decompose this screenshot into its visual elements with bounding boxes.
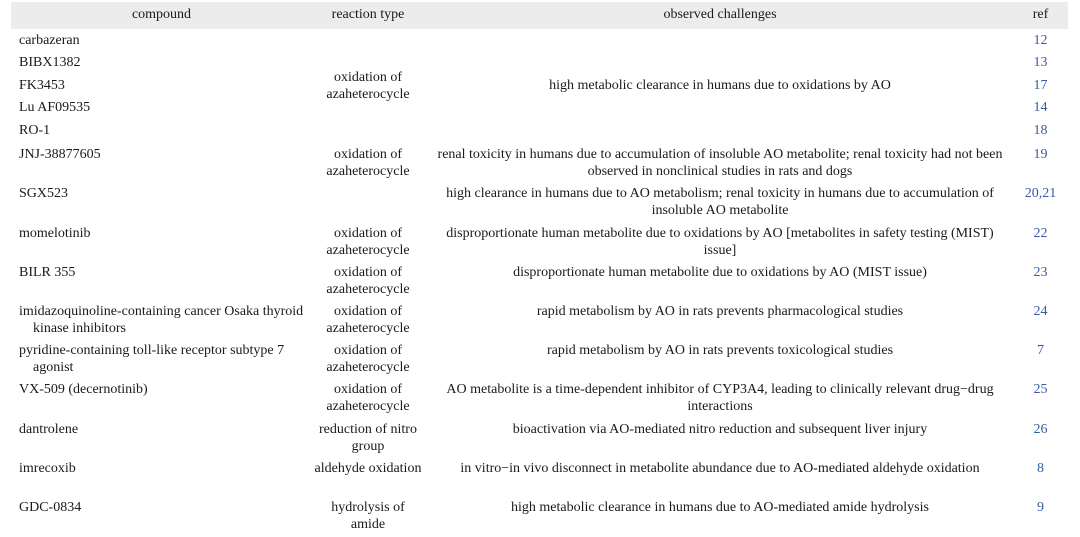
compound-text: pyridine-containing toll-like receptor subtype 7 agonist (19, 343, 285, 375)
compound-cell: Lu AF09535 (19, 100, 91, 115)
table-row (11, 32, 1068, 54)
compound-cell: imrecoxib (19, 461, 76, 476)
compound-cell: SGX523 (19, 186, 69, 201)
compound-cell (19, 303, 304, 337)
compound-cell: BIBX1382 (19, 55, 81, 70)
ref-link[interactable]: 7 (1037, 343, 1044, 358)
table-header (11, 2, 1068, 29)
compound-cell: RO-1 (19, 123, 51, 138)
compound-cell: BILR 355 (19, 265, 76, 280)
ref-link[interactable]: 22 (1033, 226, 1048, 241)
compound-text: imidazoquinoline-containing cancer Osaka thyroid kinase inhibitors (19, 304, 304, 336)
ref-link[interactable]: 18 (1033, 123, 1048, 138)
ref-link[interactable]: 26 (1033, 422, 1048, 437)
table-row (11, 381, 1068, 417)
challenge-cell-merged: high metabolic clearance in humans due to oxidations by AO (549, 78, 891, 93)
table-row (11, 54, 1068, 76)
reaction-type-cell: oxidation of azaheterocycle (326, 343, 410, 375)
challenge-cell: disproportionate human metabolite due to oxidations by AO [metabolites in safety testing (MIST) issue] (446, 226, 994, 258)
table-row (11, 122, 1068, 144)
table-row (11, 460, 1068, 496)
ref-link[interactable]: 20,21 (1024, 186, 1057, 201)
compound-cell: momelotinib (19, 226, 91, 241)
challenge-cell: rapid metabolism by AO in rats prevents toxicological studies (546, 343, 894, 358)
challenge-cell: disproportionate human metabolite due to oxidations by AO (MIST issue) (513, 265, 927, 280)
compound-cell (19, 342, 304, 376)
table-row (11, 499, 1068, 535)
reaction-type-cell: oxidation of azaheterocycle (326, 265, 410, 297)
challenge-cell: AO metabolite is a time-dependent inhibitor of CYP3A4, leading to clinically relevant drug−drug interactions (446, 382, 994, 414)
reaction-type-cell: oxidation of azaheterocycle (326, 304, 410, 336)
ref-link[interactable]: 12 (1033, 33, 1048, 48)
challenge-cell: in vitro−in vivo disconnect in metabolite abundance due to AO-mediated aldehyde oxidation (460, 461, 980, 476)
header-compound: compound (131, 7, 192, 22)
compound-cell: FK3453 (19, 78, 65, 93)
ref-link[interactable]: 24 (1033, 304, 1048, 319)
challenge-cell: high metabolic clearance in humans due to AO-mediated amide hydrolysis (511, 500, 929, 515)
table-row (11, 225, 1068, 261)
table-row (11, 342, 1068, 378)
table-row (11, 303, 1068, 339)
ref-link[interactable]: 13 (1033, 55, 1048, 70)
compound-cell: dantrolene (19, 422, 79, 437)
challenge-cell: rapid metabolism by AO in rats prevents pharmacological studies (536, 304, 904, 319)
ref-link[interactable]: 8 (1037, 461, 1044, 476)
table-row (11, 146, 1068, 182)
challenge-cell: high clearance in humans due to AO metabolism; renal toxicity in humans due to accumulation of insoluble AO metabolite (446, 186, 994, 218)
reaction-type-cell-merged: oxidation of azaheterocycle (326, 70, 410, 102)
reaction-type-cell: oxidation of azaheterocycle (326, 226, 410, 258)
header-ref: ref (1032, 7, 1049, 22)
ref-link[interactable]: 14 (1033, 100, 1048, 115)
header-observed-challenges: observed challenges (663, 7, 777, 22)
challenge-cell: renal toxicity in humans due to accumulation of insoluble AO metabolite; renal toxicity had not been observed in nonclinical studies in rats and dogs (437, 147, 1003, 179)
table-row (11, 99, 1068, 121)
reaction-type-cell: aldehyde oxidation (314, 461, 422, 476)
table-row (11, 264, 1068, 300)
reaction-type-cell: reduction of nitro group (319, 422, 417, 454)
ref-link[interactable]: 9 (1037, 500, 1044, 515)
header-reaction-type: reaction type (331, 7, 405, 22)
challenge-cell: bioactivation via AO-mediated nitro reduction and subsequent liver injury (512, 422, 928, 437)
compound-cell: JNJ-38877605 (19, 147, 101, 162)
ref-link[interactable]: 17 (1033, 78, 1048, 93)
table-row (11, 185, 1068, 221)
compound-cell: VX-509 (decernotinib) (19, 382, 148, 397)
reaction-type-cell: oxidation of azaheterocycle (326, 382, 410, 414)
ref-link[interactable]: 19 (1033, 147, 1048, 162)
ref-link[interactable]: 25 (1033, 382, 1048, 397)
table-row (11, 421, 1068, 457)
ref-link[interactable]: 23 (1033, 265, 1048, 280)
compound-cell: carbazeran (19, 33, 80, 48)
reaction-type-cell: hydrolysis of amide (331, 500, 405, 532)
compound-cell: GDC-0834 (19, 500, 82, 515)
reaction-type-cell: oxidation of azaheterocycle (326, 147, 410, 179)
